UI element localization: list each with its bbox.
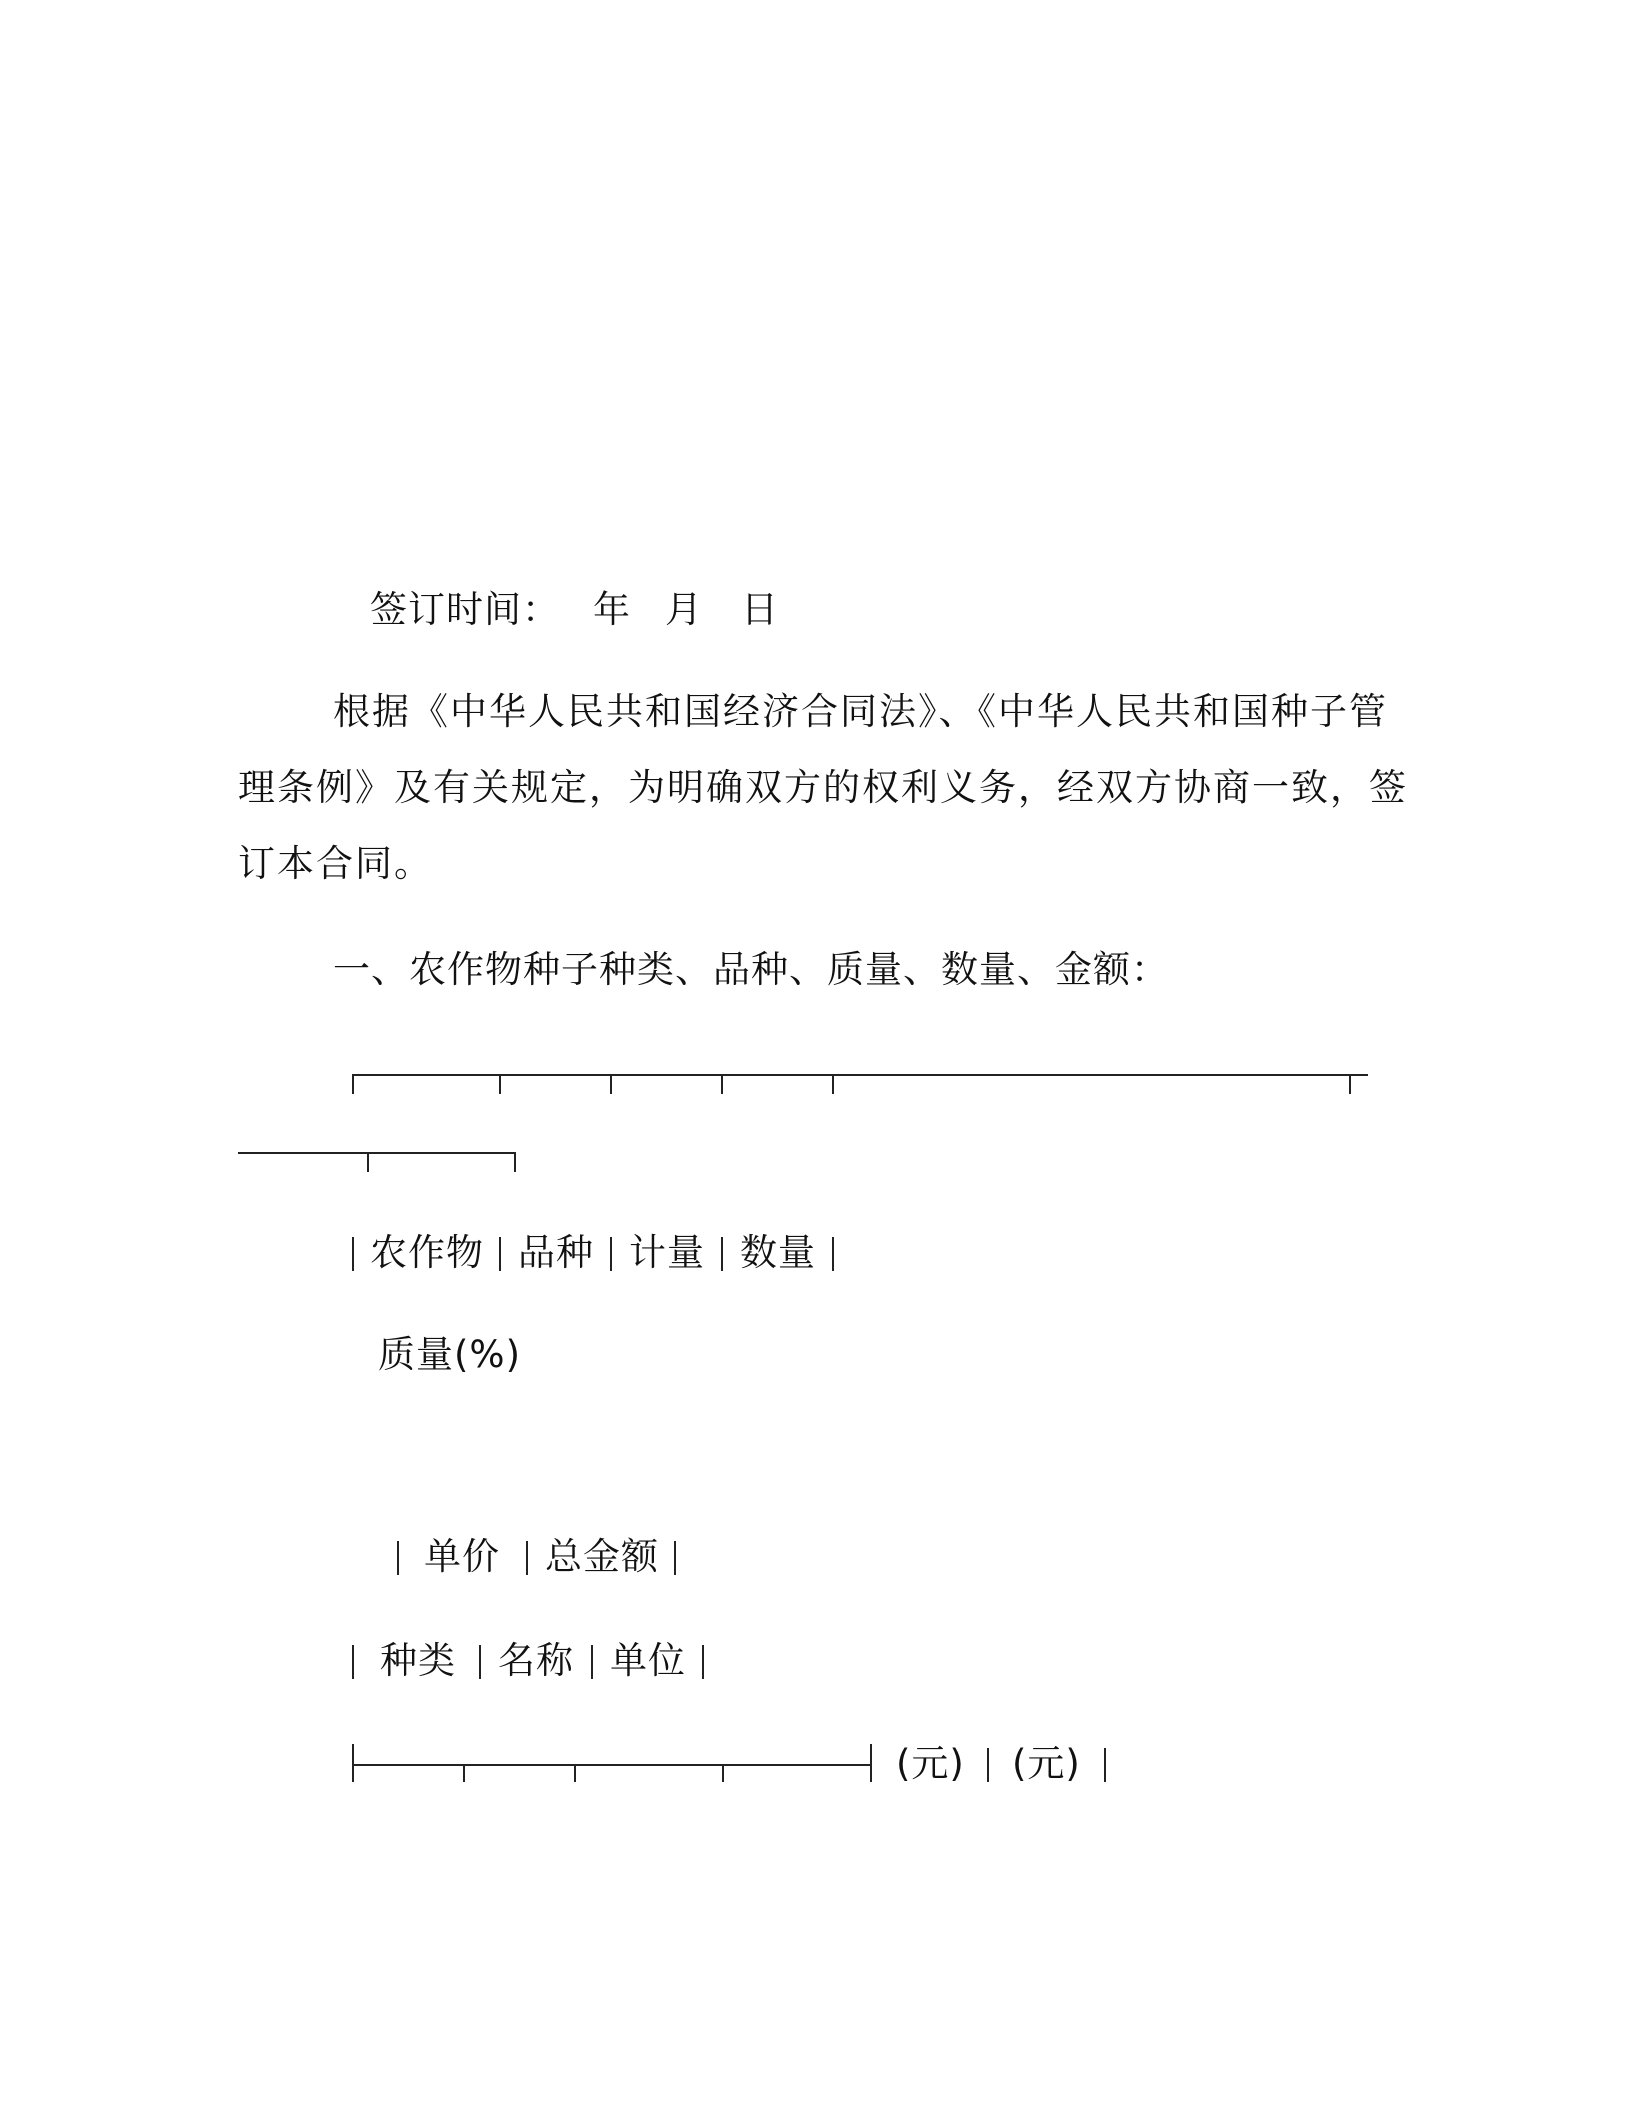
table-bottom-rule [352, 1764, 872, 1766]
preamble-line-2: 理条例》及有关规定，为明确双方的权利义务，经双方协商一致，签 [238, 766, 1408, 809]
table-bottom-left-edge [352, 1744, 354, 1782]
table-top-rule [352, 1074, 1368, 1076]
sign-month-label: 月 [665, 588, 703, 631]
header-category: 种类 [380, 1639, 456, 1682]
table-top-tick [499, 1074, 501, 1094]
table-cell-divider [352, 1237, 354, 1271]
table-cell-divider [987, 1748, 989, 1782]
table-cell-divider [526, 1541, 528, 1575]
table-cell-divider [702, 1645, 704, 1679]
table-bottom-right-edge [870, 1744, 872, 1782]
section-1-heading: 一、农作物种子种类、品种、质量、数量、金额： [333, 948, 1169, 991]
table-bottom-tick [722, 1764, 724, 1782]
preamble-line-3: 订本合同。 [238, 842, 433, 885]
table-cell-divider [832, 1237, 834, 1271]
table-second-tick [514, 1152, 516, 1172]
table-bottom-tick [574, 1764, 576, 1782]
table-second-rule [238, 1152, 516, 1154]
header-total-amount: 总金额 [545, 1535, 659, 1578]
sign-day-label: 日 [741, 588, 779, 631]
table-cell-divider [591, 1645, 593, 1679]
header-measure: 计量 [629, 1231, 705, 1274]
preamble-line-1: 根据《中华人民共和国经济合同法》、《中华人民共和国种子管 [333, 690, 1388, 733]
table-cell-divider [1104, 1748, 1106, 1782]
header-unit-price: 单价 [424, 1535, 500, 1578]
table-cell-divider [674, 1541, 676, 1575]
sign-time-label: 签订时间： [370, 588, 560, 631]
unit-yuan-total: (元) [1012, 1742, 1081, 1785]
table-top-tick [832, 1074, 834, 1094]
sign-year-label: 年 [593, 588, 631, 631]
table-bottom-tick [463, 1764, 465, 1782]
table-top-tick [352, 1074, 354, 1094]
table-cell-divider [397, 1541, 399, 1575]
header-variety: 品种 [518, 1231, 594, 1274]
table-top-tick [721, 1074, 723, 1094]
table-top-tick [610, 1074, 612, 1094]
table-second-tick [367, 1152, 369, 1172]
table-cell-divider [499, 1237, 501, 1271]
header-quantity: 数量 [740, 1231, 816, 1274]
unit-yuan-price: (元) [896, 1742, 965, 1785]
table-top-tick [1349, 1074, 1351, 1094]
table-cell-divider [610, 1237, 612, 1271]
table-cell-divider [479, 1645, 481, 1679]
table-cell-divider [352, 1645, 354, 1679]
header-crop: 农作物 [370, 1231, 484, 1274]
table-cell-divider [721, 1237, 723, 1271]
header-quality: 质量(%) [378, 1333, 522, 1376]
header-unit: 单位 [610, 1639, 686, 1682]
header-name: 名称 [498, 1639, 574, 1682]
